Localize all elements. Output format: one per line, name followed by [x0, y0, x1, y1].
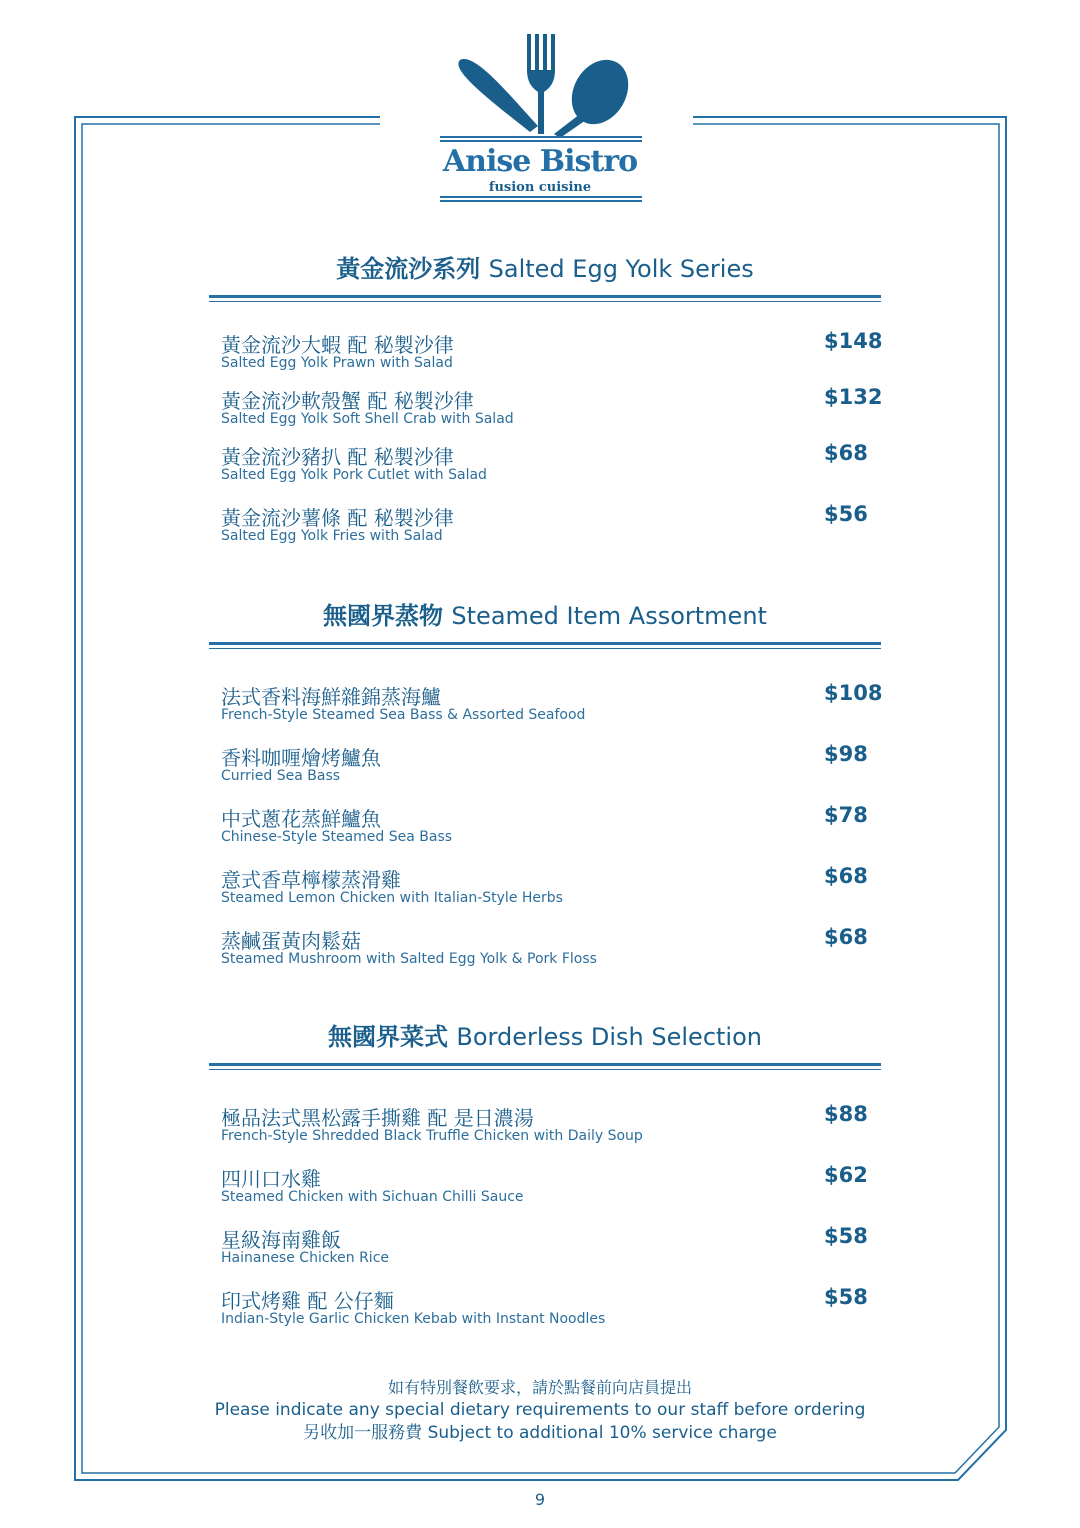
section-divider	[209, 295, 881, 303]
logo	[430, 30, 650, 205]
item-price: $132	[824, 385, 883, 409]
section-title-en: Borderless Dish Selection	[456, 1023, 762, 1051]
item-name-zh: 黃金流沙豬扒 配 秘製沙律	[221, 445, 454, 469]
section-title-zh: 無國界菜式	[328, 1023, 448, 1051]
item-price: $68	[824, 864, 868, 888]
item-name-zh: 中式蔥花蒸鮮鱸魚	[221, 807, 381, 831]
item-name-zh: 意式香草檸檬蒸滑雞	[221, 868, 401, 892]
item-name-en: Salted Egg Yolk Pork Cutlet with Salad	[221, 467, 487, 483]
menu-item	[221, 502, 881, 552]
item-name-en: French-Style Shredded Black Truffle Chicken with Daily Soup	[221, 1128, 643, 1144]
item-name-zh: 香料咖喱燴烤鱸魚	[221, 746, 381, 770]
item-price: $148	[824, 329, 883, 353]
menu-item	[221, 1285, 881, 1335]
item-name-en: French-Style Steamed Sea Bass & Assorted Seafood	[221, 707, 586, 723]
menu-item	[221, 329, 881, 379]
footer-notes	[140, 1376, 940, 1445]
item-name-zh: 黃金流沙軟殼蟹 配 秘製沙律	[221, 389, 474, 413]
section-title	[209, 249, 881, 289]
item-price: $56	[824, 502, 868, 526]
item-price: $58	[824, 1224, 868, 1248]
brand-tagline: fusion cuisine	[488, 180, 592, 195]
item-name-en: Salted Egg Yolk Fries with Salad	[221, 528, 443, 544]
menu-item	[221, 681, 881, 731]
footer-dietary-en: Please indicate any special dietary requirements to our staff before ordering	[214, 1400, 866, 1420]
menu-item	[221, 385, 881, 435]
item-name-en: Hainanese Chicken Rice	[221, 1250, 389, 1266]
item-name-zh: 極品法式黑松露手撕雞 配 是日濃湯	[221, 1106, 534, 1130]
section-divider	[209, 642, 881, 650]
menu-item	[221, 1224, 881, 1274]
item-name-zh: 黃金流沙大蝦 配 秘製沙律	[221, 333, 454, 357]
spoon-icon	[554, 50, 640, 138]
menu-item	[221, 742, 881, 792]
item-name-en: Indian-Style Garlic Chicken Kebab with Instant Noodles	[221, 1311, 606, 1327]
brand-name: Anise Bistro	[442, 144, 638, 179]
section-title-en: Salted Egg Yolk Series	[488, 255, 754, 283]
item-price: $98	[824, 742, 868, 766]
item-name-en: Steamed Chicken with Sichuan Chilli Sauce	[221, 1189, 524, 1205]
item-price: $68	[824, 441, 868, 465]
section-title-en: Steamed Item Assortment	[451, 602, 767, 630]
footer-service-charge: 另收加一服務費 Subject to additional 10% service charge	[303, 1423, 777, 1443]
item-price: $78	[824, 803, 868, 827]
menu-section-borderless-dishes	[209, 1017, 881, 1327]
item-name-en: Steamed Lemon Chicken with Italian-Style Herbs	[221, 890, 563, 906]
item-name-zh: 黃金流沙薯條 配 秘製沙律	[221, 506, 454, 530]
item-price: $58	[824, 1285, 868, 1309]
item-name-zh: 法式香料海鮮雜錦蒸海鱸	[221, 685, 441, 709]
item-name-en: Steamed Mushroom with Salted Egg Yolk & Pork Floss	[221, 951, 597, 967]
menu-item	[221, 1102, 881, 1152]
item-name-en: Chinese-Style Steamed Sea Bass	[221, 829, 453, 845]
item-name-zh: 蒸鹹蛋黃肉鬆菇	[221, 929, 361, 953]
section-title-zh: 無國界蒸物	[323, 602, 444, 630]
item-price: $62	[824, 1163, 868, 1187]
section-divider	[209, 1063, 881, 1071]
item-name-en: Curried Sea Bass	[221, 768, 341, 784]
item-name-zh: 印式烤雞 配 公仔麵	[221, 1289, 394, 1313]
item-price: $88	[824, 1102, 868, 1126]
footer-dietary-zh: 如有特別餐飲要求，請於點餐前向店員提出	[387, 1378, 692, 1397]
item-name-zh: 四川口水雞	[221, 1167, 321, 1191]
section-title	[209, 1017, 881, 1057]
menu-item	[221, 441, 881, 491]
section-title-zh: 黃金流沙系列	[336, 255, 481, 283]
menu-item	[221, 925, 881, 975]
item-name-zh: 星級海南雞飯	[221, 1228, 341, 1252]
item-price: $68	[824, 925, 868, 949]
page-number: 9	[534, 1490, 546, 1509]
section-title	[209, 596, 881, 636]
menu-section-steamed-items	[209, 596, 883, 967]
menu-item	[221, 803, 881, 853]
item-price: $108	[824, 681, 883, 705]
menu-section-salted-egg-yolk	[209, 249, 883, 544]
knife-icon	[458, 59, 538, 132]
item-name-en: Salted Egg Yolk Prawn with Salad	[221, 355, 453, 371]
menu-item	[221, 1163, 881, 1213]
item-name-en: Salted Egg Yolk Soft Shell Crab with Salad	[221, 411, 514, 427]
menu-item	[221, 864, 881, 914]
